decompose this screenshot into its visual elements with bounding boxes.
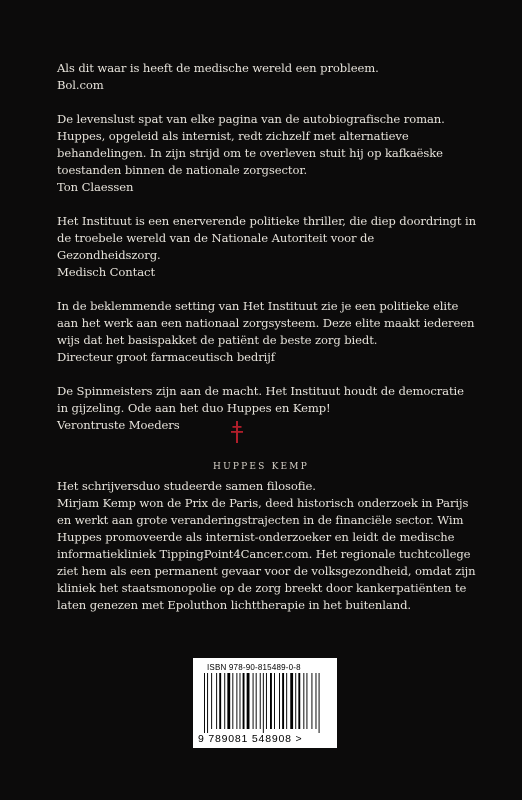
barcode-bar	[243, 673, 245, 729]
quote-text: De levenslust spat van elke pagina van de autobiografische roman. Huppes, opgeleid als internist, redt zichzelf met alternatieve behandelingen. In zijn strijd om te overleven stuit hij op kafkaëske toestanden binnen de nationale zorgsector.	[57, 112, 445, 177]
barcode	[193, 658, 337, 748]
author-heading: HUPPES KEMP	[213, 462, 309, 472]
barcode-bar	[207, 673, 208, 733]
barcode-bar	[204, 673, 205, 733]
barcode-bar	[295, 673, 296, 729]
barcode-bar	[216, 673, 217, 729]
quote-5	[57, 383, 477, 434]
barcode-bar	[290, 673, 293, 729]
quote-4	[57, 298, 477, 366]
barcode-bar	[219, 673, 221, 729]
isbn-label: ISBN 978-90-815489-0-8	[207, 663, 301, 672]
barcode-bar	[211, 673, 212, 729]
barcode-bar	[279, 673, 280, 729]
barcode-bar	[236, 673, 237, 729]
quote-text: Het Instituut is een enerverende politieke thriller, die diep doordringt in de troebele wereld van de Nationale Autoriteit voor de Gezondheidszorg.	[57, 214, 477, 262]
cross-of-lorraine-icon	[229, 421, 245, 443]
barcode-bar	[303, 673, 304, 729]
quote-source: Bol.com	[57, 78, 104, 92]
barcode-bar	[260, 673, 261, 729]
barcode-bar	[319, 673, 320, 733]
barcode-bar	[274, 673, 275, 729]
bio-paragraph: Mirjam Kemp won de Prix de Paris, deed historisch onderzoek in Parijs en werkt aan grote veranderingstrajecten in de financiële sector. Wim Huppes promoveerde als internist-onderzoeker en leidt de medische informatiekliniek TippingPoint4Cancer.com. Het regionale tuchtcollege ziet hem als een permanent gevaar voor de volksgezondheid, omdat zijn kliniek het staatsmonopolie op de zorg breekt door kankerpatiënten te laten genezen met Epoluthon lichttherapie in het buitenland.	[57, 496, 476, 612]
barcode-bar	[266, 673, 267, 729]
quote-source: Directeur groot farmaceutisch bedrijf	[57, 350, 275, 364]
blurb-section	[57, 60, 477, 451]
barcode-bar	[316, 673, 317, 729]
barcode-bar	[311, 673, 312, 729]
barcode-bar	[270, 673, 272, 729]
barcode-bar	[253, 673, 254, 729]
barcode-bar	[306, 673, 307, 729]
isbn-digits: 9 789081 548908 >	[198, 733, 303, 745]
quote-3	[57, 213, 477, 281]
barcode-bar	[298, 673, 300, 729]
author-bio	[57, 478, 477, 614]
barcode-bars	[204, 673, 326, 733]
barcode-bar	[227, 673, 230, 729]
quote-source: Ton Claessen	[57, 180, 134, 194]
barcode-bar	[240, 673, 241, 729]
bio-line: Het schrijversduo studeerde samen filosofie.	[57, 479, 316, 493]
quote-source: Verontruste Moeders	[57, 418, 180, 432]
quote-text: De Spinmeisters zijn aan de macht. Het Instituut houdt de democratie in gijzeling. Ode aan het duo Huppes en Kemp!	[57, 384, 464, 415]
quote-2	[57, 111, 477, 196]
barcode-bar	[256, 673, 257, 729]
quote-text: In de beklemmende setting van Het Instituut zie je een politieke elite aan het werk aan een nationaal zorgsysteem. Deze elite maakt iedereen wijs dat het basispakket de patiënt de beste zorg biedt.	[57, 299, 475, 347]
quote-text: Als dit waar is heeft de medische wereld een probleem.	[57, 61, 379, 75]
barcode-bar	[263, 673, 264, 733]
barcode-bar	[286, 673, 287, 729]
quote-1	[57, 60, 477, 94]
barcode-bar	[247, 673, 250, 729]
barcode-bar	[232, 673, 233, 729]
quote-source: Medisch Contact	[57, 265, 155, 279]
barcode-bar	[282, 673, 284, 729]
barcode-bar	[224, 673, 225, 729]
